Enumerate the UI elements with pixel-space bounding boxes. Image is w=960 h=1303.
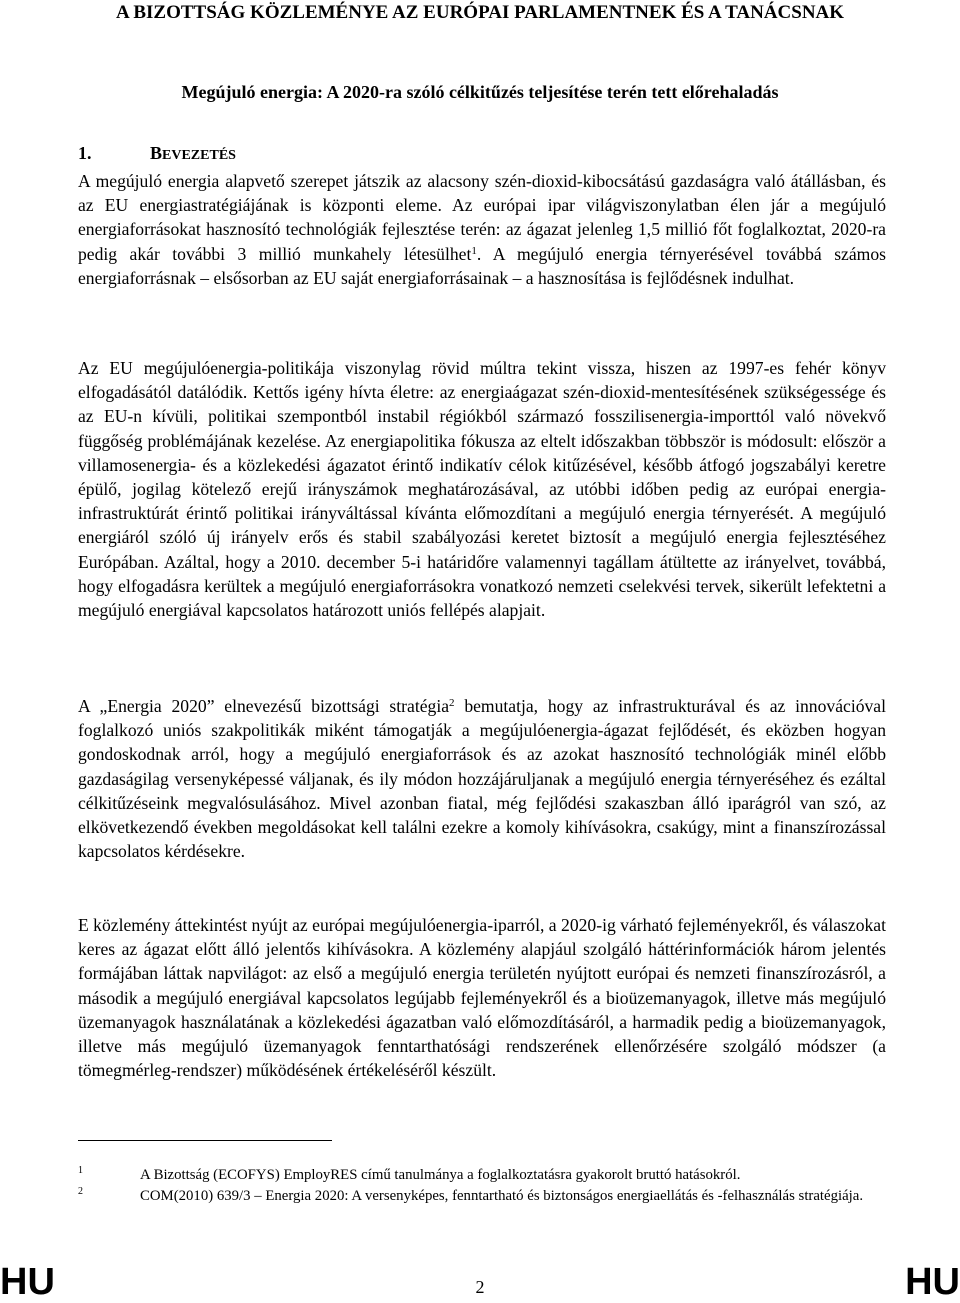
page-number: 2 [475,1277,485,1297]
footnote-1 [78,1165,886,1185]
footnote-ref-1: 1 [471,244,477,257]
document-subtitle: Megújuló energia: A 2020-ra szóló célkitűzés teljesítése terén tett előrehaladás [181,82,779,102]
paragraph-1-text-a: A megújuló energia alapvető szerepet játszik az alacsony szén-dioxid-kibocsátású gazdaságra való átállásban, és az EU energiastratégiájának is központi eleme. Az európai ipar világviszonylatban élen jár a megújuló energiaforrásokat hasznosító technológiák fejlesztése terén: az ágazat jelenleg 1,5 millió főt foglalkoztat, 2020-ra pedig akár további 3 millió munkahely létesülhet [78,171,886,264]
paragraph-3-text-a: A „Energia 2020” elnevezésű bizottsági stratégia [78,696,450,716]
footnote-separator [78,1140,332,1141]
section-title-rest: EVEZETÉS [162,148,236,163]
paragraph-1 [78,169,886,290]
footer-language-right: HU [905,1261,960,1303]
footnote-1-text: A Bizottság (ECOFYS) EmployRES című tanulmánya a foglalkoztatásra gyakorolt bruttó hatásokról. [140,1167,741,1183]
section-number: 1. [78,143,92,163]
document-title: A BIZOTTSÁG KÖZLEMÉNYE AZ EURÓPAI PARLAMENTNEK ÉS A TANÁCSNAK [115,2,845,23]
footnote-2 [78,1186,886,1206]
section-title-initial: B [150,143,163,163]
paragraph-2: Az EU megújulóenergia-politikája viszonylag rövid múltra tekint vissza, hiszen az 1997-es fehér könyv elfogadásától datálódik. Kettős igény hívta életre: az energiaágazat szén-dioxid-mentesítésének szükségessége és az EU-n kívüli, politikai szempontból instabil régiókból származó fosszilisenergia-importtól való növekvő függőség problémájának kezelése. Az energiapolitika fókusza az eltelt időszakban többször is módosult: először a villamosenergia- és a közlekedési ágazatot érintő indikatív célok kitűzésével, később átfogó jogszabályi keretre épülő, jogilag kötelező erejű irányszámok meghatározásával, az utóbbi időben pedig az európai energia-infrastruktúrát érintő politikai irányváltással kívánta előmozdítani a megújuló energia térnyerését. A megújuló energiáról szóló új irányelv erős és stabil szabályozási keretet biztosít a megújuló energia fejlesztéséhez Európában. Azáltal, hogy a 2010. december 5-i határidőre valamennyi tagállam átültette az irányelvet, továbbá, hogy elfogadásra kerültek a megújuló energiaforrásokra vonatkozó nemzeti cselekvési tervek, sikerült lefektetni a megújuló energiával kapcsolatos határozott uniós fellépés alapjait. [78,358,886,621]
footnote-1-number: 1 [78,1165,83,1176]
footnote-ref-2: 2 [449,697,455,709]
paragraph-3 [78,694,886,863]
paragraph-3-text-b: bemutatja, hogy az infrastrukturával és az innovációval foglalkozó uniós szakpolitikák miként támogatják a megújulóenergia-ágazat fejlődését, és eközben hogyan gondoskodnak arról, hogy a megújuló energiaforrások és az azokat hasznosító technológiák minél előbb gazdaságilag versenyképessé váljanak, és ily módon hozzájáruljanak a megújuló energia térnyeréséhez és ezáltal célkitűzéseink megvalósulásához. Mivel azonban fiatal, még fejlődési szakaszban álló iparágról van szó, az elkövetkezendő években megoldásokat kell találni ezekre a komoly kihívásokra, csakúgy, mint a finanszírozással kapcsolatos kérdésekre. [78,696,886,862]
footer-language-left: HU [0,1261,55,1303]
section-heading [78,141,236,168]
paragraph-1-text-b: . A megújuló energia térnyerésével továbbá számos energiaforrásnak – elsősorban az EU saját energiaforrásainak – a hasznosítása is fejlődésnek indulhat. [78,243,886,288]
footnote-2-number: 2 [78,1186,83,1197]
paragraph-4: E közlemény áttekintést nyújt az európai megújulóenergia-iparról, a 2020-ig várható fejleményekről, és válaszokat keres az ágazat előtt álló jelentős kihívásokra. A közlemény alapjául szolgáló háttérinformációk három jelentés formájában láttak napvilágot: az első a megújuló energia területén nyújtott európai és nemzeti finanszírozásról, a második a megújuló energiával kapcsolatos legújabb fejleményekről és a bioüzemanyagok, illetve más megújuló üzemanyagok használatának a közlekedési ágazatban való előmozdításáról, a harmadik pedig a bioüzemanyagok, illetve más megújuló üzemanyagok fenntarthatósági rendszerének ellenőrzésére szolgáló módszer (a tömegmérleg-rendszer) működésének értékeléséről készült. [78,915,886,1081]
footnote-2-text: COM(2010) 639/3 – Energia 2020: A versenyképes, fenntartható és biztonságos energiaellátás és -felhasználás stratégiája. [140,1188,864,1204]
